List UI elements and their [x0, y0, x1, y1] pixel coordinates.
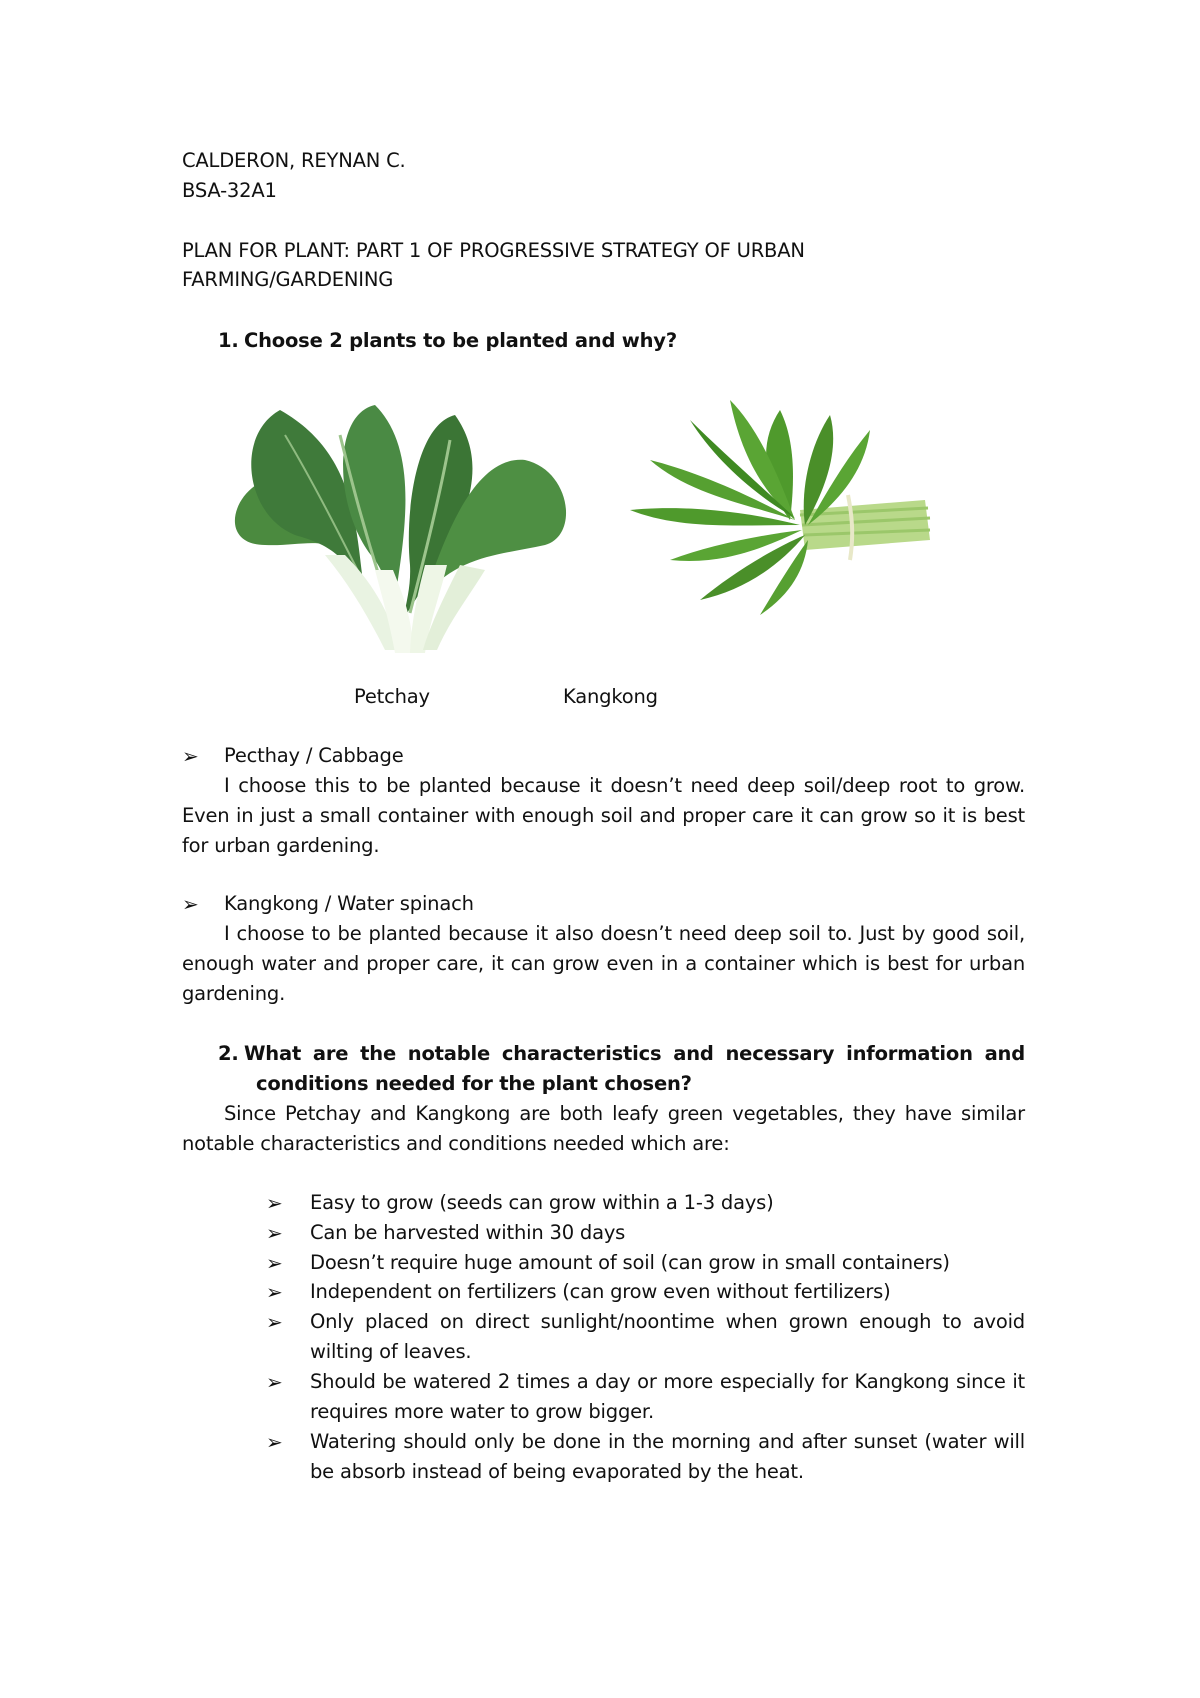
question-2-line1: What are the notable characteristics and necessary information and: [244, 1042, 1025, 1065]
arrowhead-bullet-icon: ➢: [266, 1251, 283, 1275]
question-2-line2: conditions needed for the plant chosen?: [256, 1072, 692, 1095]
plant-1-name: Pecthay / Cabbage: [224, 744, 404, 767]
kangkong-image: [630, 390, 940, 630]
arrowhead-bullet-icon: ➢: [266, 1370, 283, 1394]
caption-petchay: Petchay: [354, 685, 430, 708]
arrowhead-bullet-icon: ➢: [266, 1310, 283, 1334]
plant-1-reason: I choose this to be planted because it doesn’t need deep soil/deep root to grow. Even in just a small container with enough soil and proper care it can grow so it is best for urban gardening.: [182, 774, 1025, 857]
characteristic-item: Watering should only be done in the morning and after sunset (water will be absorb instead of being evaporated by the heat.: [310, 1430, 1025, 1483]
characteristic-item: Only placed on direct sunlight/noontime when grown enough to avoid wilting of leaves.: [310, 1310, 1025, 1363]
characteristic-item: Should be watered 2 times a day or more especially for Kangkong since it requires more water to grow bigger.: [310, 1370, 1025, 1423]
arrowhead-bullet-icon: ➢: [266, 1191, 283, 1215]
question-2-number: 2.: [218, 1042, 239, 1065]
document-title-line1: PLAN FOR PLANT: PART 1 OF PROGRESSIVE STRATEGY OF URBAN: [182, 239, 805, 262]
student-name: CALDERON, REYNAN C.: [182, 149, 406, 172]
arrowhead-bullet-icon: ➢: [182, 744, 199, 768]
arrowhead-bullet-icon: ➢: [266, 1221, 283, 1245]
question-1-number: 1.: [218, 329, 239, 352]
characteristic-item: Doesn’t require huge amount of soil (can grow in small containers): [310, 1251, 950, 1274]
arrowhead-bullet-icon: ➢: [266, 1430, 283, 1454]
plant-2-name: Kangkong / Water spinach: [224, 892, 474, 915]
question-1-text: Choose 2 plants to be planted and why?: [244, 329, 677, 352]
characteristic-item: Independent on fertilizers (can grow even without fertilizers): [310, 1280, 891, 1303]
student-section: BSA-32A1: [182, 179, 277, 202]
plant-2-reason: I choose to be planted because it also doesn’t need deep soil to. Just by good soil, enough water and proper care, it can grow even in a container which is best for urban gardening.: [182, 922, 1025, 1005]
characteristic-item: Can be harvested within 30 days: [310, 1221, 626, 1244]
question-2-intro: Since Petchay and Kangkong are both leafy green vegetables, they have similar notable characteristics and conditions needed which are:: [182, 1102, 1025, 1155]
characteristic-item: Easy to grow (seeds can grow within a 1-3 days): [310, 1191, 774, 1214]
arrowhead-bullet-icon: ➢: [266, 1280, 283, 1304]
petchay-image: [225, 395, 585, 660]
document-title-line2: FARMING/GARDENING: [182, 268, 394, 291]
arrowhead-bullet-icon: ➢: [182, 892, 199, 916]
caption-kangkong: Kangkong: [563, 685, 658, 708]
